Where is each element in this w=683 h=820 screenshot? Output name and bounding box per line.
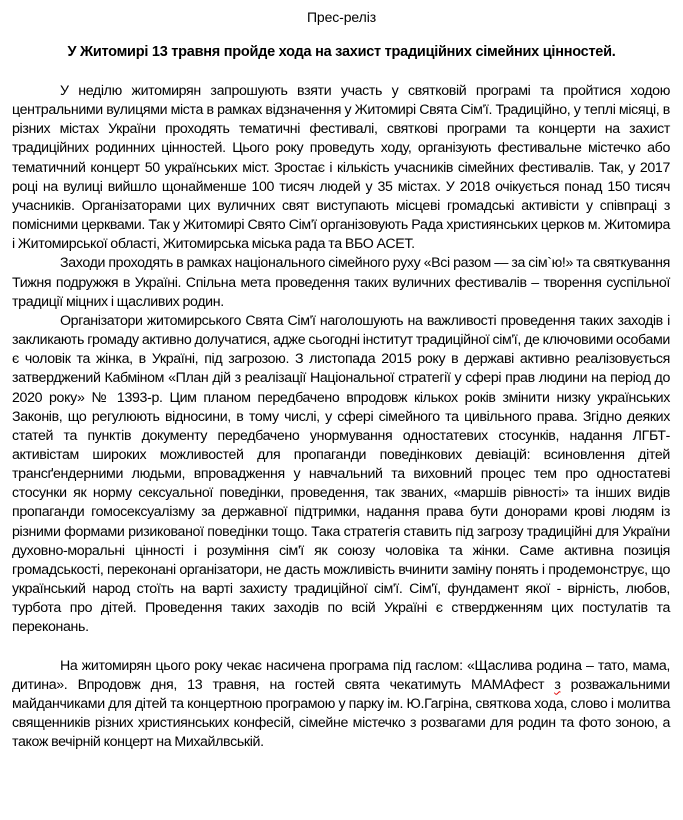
document-title: У Житомирі 13 травня пройде хода на захист традиційних сімейних цінностей. — [67, 44, 616, 60]
paragraph-4-text-after: розважальними майданчиками для дітей та концертною програмою у парку ім. Ю.Гагріна, святкова хода, слово і молитва священників різних християнських конфесій, сімейне містечко з розвагами для родин та фото зоною, а також вечірній концерт на Михайлвській. — [12, 676, 671, 751]
paragraph-3: Організатори житомирського Свята Сім'ї наголошують на важливості проведення таких заходів і закликають громаду активно долучатися, адже сьогодні інститут традиційної сім'ї, де ключовими особами є чоловік та жінка, в Україні, під загрозою. З листопада 2015 року в державі активно реалізовується затверджений Кабміном «План дій з реалізації Національної стратегії у сфері прав людини на період до 2020 року» № 1393-р. Цим планом передбачено впродовж кількох років змінити низку українських Законів, що регулюють відносини, в тому числі, у сфері сімейного та цивільного права. Згідно деяких статей та пунктів документу передбачено унормування одностатевих стосунків, надання ЛГБТ-активістам широких можливостей для пропаганди поведінкових девіацій: всиновлення дітей трансґендерними людьми, впровадження у навчальний та виховний процес тем про одностатеві стосунки як норму сексуальної поведінки, проведення, так званих, «маршів рівності» та інших видів пропаганди гомосексуалізму за державної підтримки, надання права бути донорами крові людям із різними формами ризикованої поведінки тощо. Така стратегія ставить під загрозу традиційні для України духовно-моральні цінності і розуміння сім'ї як союзу чоловіка та жінки. Саме активна позиція громадськості, переконані організатори, не дасть можливість вчинити заміну понять і продемонструє, що український народ стоїть на варті захисту традиційної сім'ї. Сім'ї, фундамент якої - вірність, любов, турбота про дітей. Проведення таких заходів по всій Україні є ствердженням цих постулатів та переконань. — [12, 312, 670, 636]
spellcheck-flagged-word[interactable]: з — [554, 676, 561, 693]
paragraph-2: Заходи проходять в рамках національного сімейного руху «Всі разом — за сім`ю!» та святкування Тижня подружжя в Україні. Спільна мета проведення таких вуличних фестивалів – творення суспільної традиції міцних і щасливих родин. — [12, 255, 670, 310]
paragraph-1: У неділю житомирян запрошують взяти участь у святковій програмі та пройтися ходою центральними вулицями міста в рамках відзначення у Житомирі Свята Сім'ї. Традиційно, у теплі місяці, в різних містах України проходять тематичні фестивалі, святкові програми та концерти на захист традиційних родинних цінностей. Цього року проведуть ходу, організують фестивальне містечко або тематичний концерт 50 українських міст. Зростає і кількість учасників сімейних фестивалів. Так, у 2017 році на вулиці вийшло щонайменше 100 тисяч людей у 35 містах. У 2018 очікується понад 150 тисяч учасників. Організаторами цих вуличних свят виступають місцеві громадські активісти у співпраці з помісними церквами. Так у Житомирі Свято Сім'ї організовують Рада християнських церков м. Житомира і Житомирської області, Житомирська міська рада та ВБО АСЕТ. — [12, 83, 670, 253]
paragraph-4 — [12, 657, 670, 753]
press-release-label: Прес-реліз — [306, 9, 377, 25]
paragraph-4-text-before: На житомирян цього року чекає насичена програма під гаслом: «Щаслива родина – тато, мама, дитина». Впродовж дня, 13 травня, на гостей свята чекатимуть МАМАфест — [12, 657, 670, 693]
document-body — [12, 82, 670, 752]
